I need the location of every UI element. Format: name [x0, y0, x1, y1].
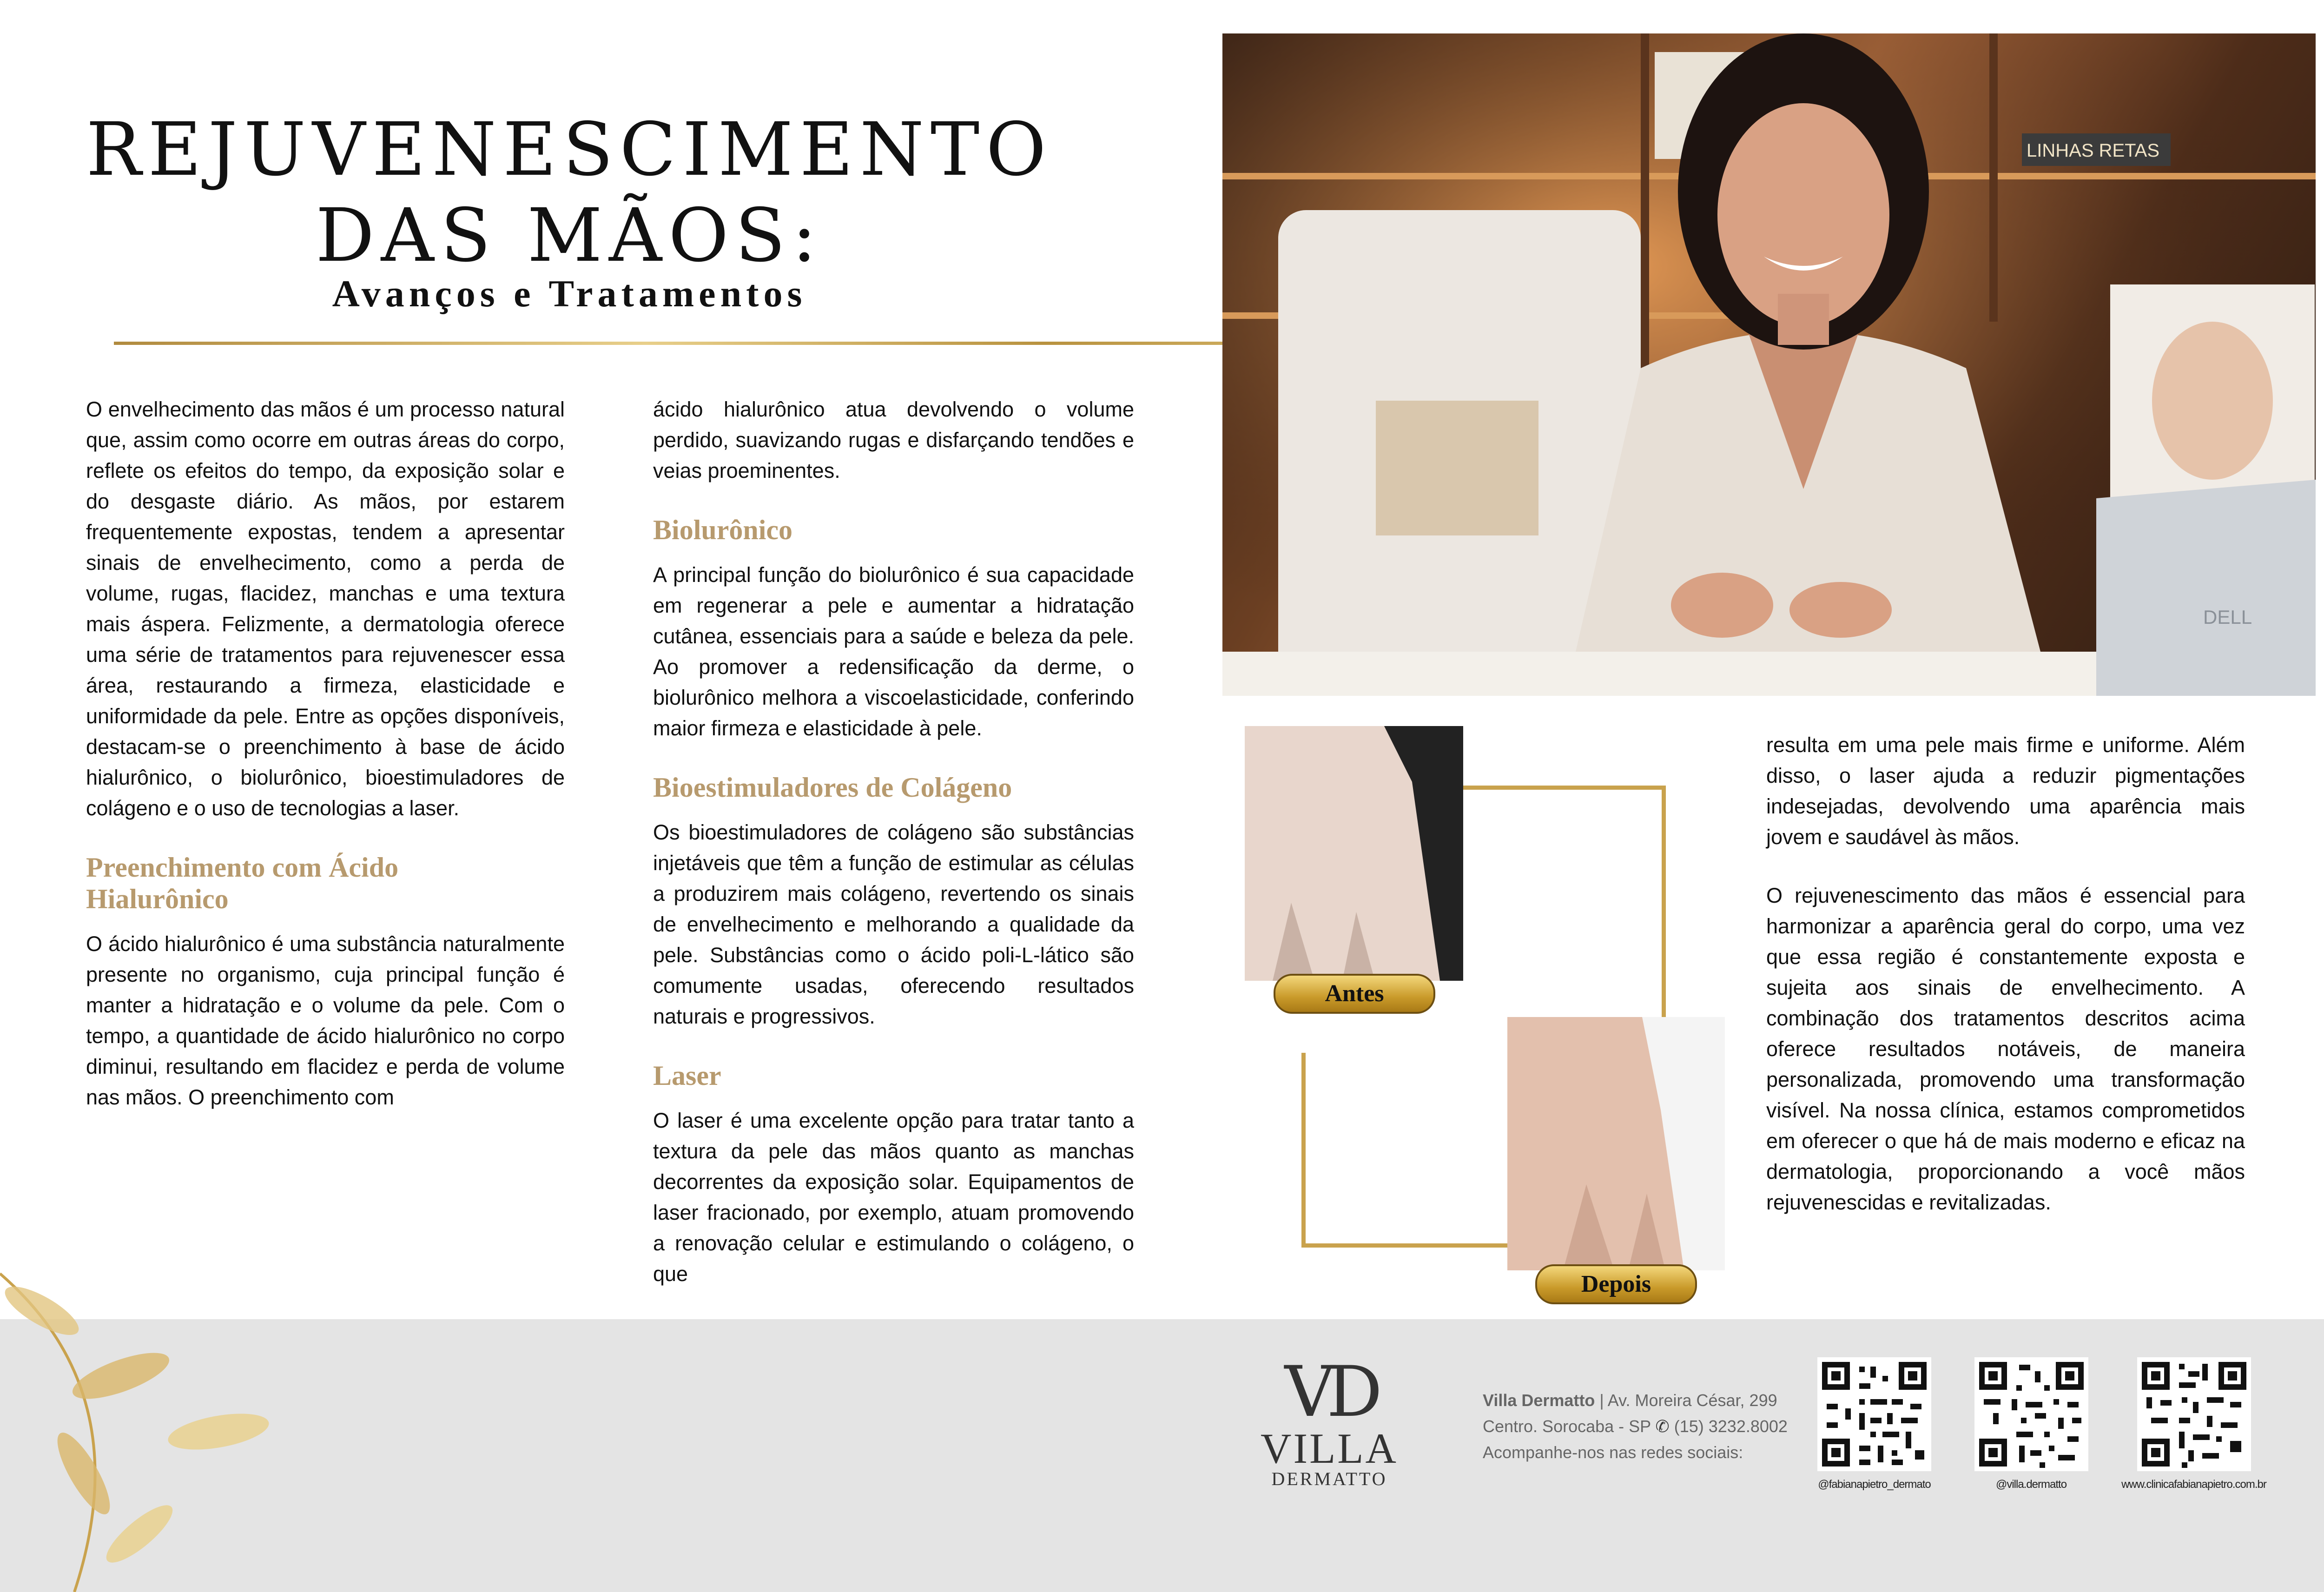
- address-line-1: [1483, 1387, 1808, 1414]
- biolu-paragraph: A principal função do biolurônico é sua capacidade em regenerar a pele e aumentar a hidratação cutânea, essenciais para a saúde e beleza da pele. Ao promover a redensificação da derme, o biolurônico melhora a viscoelasticidade, conferindo maior firmeza e elasticidade à pele.: [653, 563, 1134, 740]
- book-spine-text: LINHAS RETAS: [2027, 140, 2159, 161]
- laptop-brand-text: DELL: [2203, 606, 2252, 628]
- social-prompt: Acompanhe-nos nas redes sociais:: [1483, 1443, 1743, 1462]
- laser-paragraph: O laser é uma excelente opção para tratar tanto a textura da pele das mãos quanto as manchas decorrentes da exposição solar. Equipamentos de laser fracionado, por exemplo, atuam promovendo a renovação celular e estimulando o colágeno, o que: [653, 1109, 1134, 1286]
- bioestimuladores-paragraph: Os bioestimuladores de colágeno são substâncias injetáveis que têm a função de estimular as células a produzirem mais colágeno, revertendo os sinais de envelhecimento e melhorando a qualidade da pele. Substâncias como o ácido poli-L-lático são comumente usadas, oferecendo resultados naturais e progressivos.: [653, 820, 1134, 1028]
- page-subtitle: Avanços e Tratamentos: [332, 272, 807, 315]
- intro-paragraph: O envelhecimento das mãos é um processo natural que, assim como ocorre em outras áreas do corpo, reflete os efeitos do tempo, da exposição solar e do desgaste diário. As mãos, por estarem frequentemente expostas, tendem a apresentar sinais de envelhecimento, como a perda de volume, rugas, flacidez, manchas e uma textura mais áspera. Felizmente, a dermatologia oferece uma série de tratamentos para rejuvenescer essa área, restaurando a firmeza, elasticidade e uniformidade da pele. Entre as opções disponíveis, destacam-se o preenchimento à base de ácido hialurônico, o biolurônico, bioestimuladores de colágeno e o uso de tecnologias a laser.: [86, 397, 565, 820]
- address-city: Centro. Sorocaba - SP: [1483, 1417, 1651, 1436]
- before-hand-illustration: [1245, 726, 1463, 981]
- before-hand-photo: [1245, 726, 1463, 981]
- gold-leaves-decoration: [0, 1255, 288, 1592]
- hialuronico-continuation: ácido hialurônico atua devolvendo o volume perdido, suavizando rugas e disfarçando tendões e veias proeminentes.: [653, 397, 1134, 482]
- address-line-2: [1483, 1414, 1808, 1440]
- section-heading-hialuronico: Preenchimento com Ácido Hialurônico: [86, 852, 399, 914]
- clinic-address: [1483, 1387, 1808, 1466]
- section-heading-biolu: Biolurônico: [653, 515, 793, 545]
- qr-code-instagram-clinic[interactable]: [1974, 1357, 2088, 1471]
- after-label: Depois: [1535, 1264, 1697, 1304]
- logo-subname: DERMATTO: [1271, 1468, 1387, 1489]
- qr-label-website: www.clinicafabianapietro.com.br: [2121, 1478, 2266, 1491]
- qr-code-icon: [1817, 1357, 1931, 1471]
- qr-code-icon: [1974, 1357, 2088, 1471]
- qr-code-instagram-doctor[interactable]: [1817, 1357, 1931, 1471]
- article-column-1: [86, 394, 565, 1141]
- after-frame-line: [1301, 1053, 1510, 1248]
- article-column-2: [653, 394, 1134, 1317]
- doctor-photo: [1222, 33, 2316, 696]
- before-frame-line: [1457, 786, 1666, 1041]
- title-line-1: REJUVENESCIMENTO: [86, 107, 1053, 192]
- laser-continuation: resulta em uma pele mais firme e uniforme. Além disso, o laser ajuda a reduzir pigmentações indesejadas, devolvendo uma aparência mais jovem e saudável às mãos.: [1766, 733, 2245, 849]
- hialuronico-paragraph: O ácido hialurônico é uma substância naturalmente presente no organismo, cuja principal função é manter a hidratação e o volume da pele. Com o tempo, a quantidade de ácido hialurônico no corpo diminui, resultando em flacidez e perda de volume nas mãos. O preenchimento com: [86, 932, 565, 1109]
- before-label: Antes: [1274, 974, 1435, 1014]
- section-heading-laser: Laser: [653, 1060, 721, 1091]
- section-heading-bioestimuladores: Bioestimuladores de Colágeno: [653, 772, 1012, 803]
- title-line-2: DAS MÃOS:: [315, 193, 824, 278]
- conclusion-paragraph: O rejuvenescimento das mãos é essencial para harmonizar a aparência geral do corpo, uma vez que essa região é constantemente exposta e sujeita aos sinais de envelhecimento. A combinação dos tratamentos descritos acima oferece resultados notáveis, de maneira personalizada, promovendo uma transformação visível. Na nossa clínica, estamos comprometidos em oferecer o que há de mais moderno e eficaz na dermatologia, proporcionando a você mãos rejuvenescidas e revitalizadas.: [1766, 884, 2245, 1214]
- whatsapp-icon: ✆: [1655, 1417, 1670, 1436]
- qr-label-doctor: @fabianapietro_dermato: [1818, 1478, 1931, 1491]
- clinic-phone[interactable]: (15) 3232.8002: [1674, 1417, 1788, 1436]
- after-hand-illustration: [1507, 1017, 1725, 1270]
- villa-dermatto-logo[interactable]: [1255, 1352, 1404, 1489]
- address-street: | Av. Moreira César, 299: [1595, 1391, 1777, 1410]
- qr-label-clinic: @villa.dermatto: [1995, 1478, 2067, 1491]
- qr-code-website[interactable]: [2137, 1357, 2251, 1471]
- clinic-name: Villa Dermatto: [1483, 1391, 1595, 1410]
- office-scene-illustration: [1222, 33, 2316, 696]
- qr-code-icon: [2137, 1357, 2251, 1471]
- logo-name: VILLA: [1261, 1425, 1398, 1472]
- page-title: [46, 107, 1092, 279]
- logo-monogram: VD: [1284, 1352, 1374, 1433]
- after-hand-photo: [1507, 1017, 1725, 1270]
- article-column-3: [1766, 730, 2245, 1246]
